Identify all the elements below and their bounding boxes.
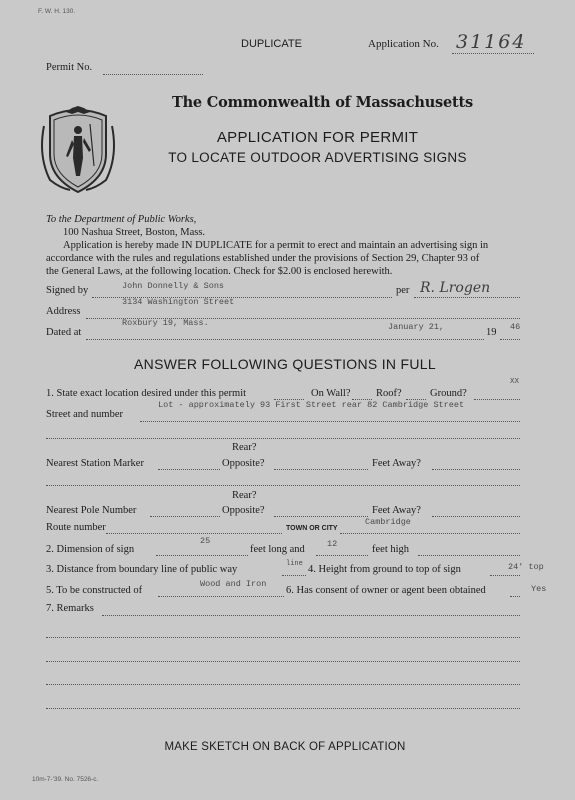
- q1-label: 1. State exact location desired under this permit: [46, 388, 247, 399]
- q6-line: [510, 596, 520, 597]
- form-code: F. W. H. 130.: [38, 8, 76, 15]
- application-no-line: [452, 53, 534, 54]
- town-or-city-label: TOWN OR CITY: [286, 525, 338, 532]
- q7-label: 7. Remarks: [46, 603, 94, 614]
- pole-label: Nearest Pole Number: [46, 505, 137, 516]
- q1-ground-value: XX: [510, 378, 520, 386]
- q2-long-value: 25: [200, 536, 211, 546]
- q1-dots-d: [474, 399, 520, 400]
- commonwealth-title: The Commonwealth of Massachusetts: [172, 94, 474, 111]
- street-number-label: Street and number: [46, 409, 123, 420]
- street-number-value: Lot - approximately 93 First Street rear 82 Cambridge Street: [158, 400, 465, 410]
- town-line: [340, 533, 520, 534]
- q6-label: 6. Has consent of owner or agent been obtained: [286, 585, 486, 596]
- q4-label: 4. Height from ground to top of sign: [308, 564, 461, 575]
- date-value: January 21,: [388, 322, 445, 332]
- massachusetts-seal-icon: [36, 106, 120, 194]
- address-label: Address: [46, 306, 81, 317]
- year-value: 46: [510, 322, 521, 332]
- title-line1: APPLICATION FOR PERMIT: [216, 129, 419, 146]
- application-para-line3: the General Laws, at the following location. Check for $2.00 is enclosed herewith.: [46, 266, 393, 277]
- department-street: 100 Nashua Street, Boston, Mass.: [63, 227, 206, 238]
- q4-line: [490, 575, 520, 576]
- town-value: Cambridge: [365, 517, 411, 527]
- q2-high-label: feet high: [372, 544, 410, 555]
- blank-line-1: [46, 438, 520, 439]
- year-prefix: 19: [486, 327, 497, 338]
- route-line: [106, 533, 282, 534]
- route-label: Route number: [46, 522, 106, 533]
- signed-by-label: Signed by: [46, 285, 89, 296]
- print-code: 10m-7-'39. No. 7526-c.: [32, 776, 99, 783]
- remarks-line-3: [46, 661, 520, 662]
- pole-opposite: Opposite?: [222, 505, 265, 516]
- station-feet-line: [432, 469, 520, 470]
- q2-high-value: 12: [327, 539, 338, 549]
- application-para-line2: accordance with the rules and regulations established under the provisions of Section 29, Chapter 93 of: [46, 253, 480, 264]
- street-number-line: [140, 421, 520, 422]
- questions-heading: ANSWER FOLLOWING QUESTIONS IN FULL: [134, 356, 436, 372]
- q2-label: 2. Dimension of sign: [46, 544, 135, 555]
- pole-feet-line: [432, 516, 520, 517]
- application-no-value: 31164: [456, 31, 527, 53]
- q5-value: Wood and Iron: [200, 579, 267, 589]
- duplicate-label: DUPLICATE: [241, 38, 302, 50]
- q1-roof: Roof?: [376, 388, 402, 399]
- sketch-instruction: MAKE SKETCH ON BACK OF APPLICATION: [164, 741, 406, 753]
- to-department: To the Department of Public Works,: [46, 214, 197, 225]
- permit-no-label: Permit No.: [46, 62, 93, 73]
- q5-line: [158, 596, 284, 597]
- station-rear: Rear?: [232, 442, 257, 453]
- pole-opposite-line: [274, 516, 368, 517]
- q2-high-line: [316, 555, 368, 556]
- station-opposite-line: [274, 469, 368, 470]
- year-line: [500, 339, 520, 340]
- station-opposite: Opposite?: [222, 458, 265, 469]
- remarks-line-4: [46, 684, 520, 685]
- station-line: [158, 469, 220, 470]
- signed-by-value: John Donnelly & Sons: [122, 281, 225, 291]
- dated-at-label: Dated at: [46, 327, 82, 338]
- q2-long-label: feet long and: [250, 544, 305, 555]
- title-line2: TO LOCATE OUTDOOR ADVERTISING SIGNS: [168, 150, 467, 165]
- application-no-label: Application No.: [368, 38, 439, 50]
- q4-value: 24' top: [508, 562, 544, 572]
- dated-at-value: Roxbury 19, Mass.: [122, 318, 209, 328]
- pole-feet-away: Feet Away?: [372, 505, 421, 516]
- dated-at-line: [86, 339, 484, 340]
- per-line: [414, 297, 520, 298]
- per-label: per: [396, 285, 410, 296]
- q3-line: [282, 575, 306, 576]
- remarks-line-1: [102, 615, 520, 616]
- q2-long-line: [156, 555, 248, 556]
- q1-on-wall: On Wall?: [311, 388, 351, 399]
- station-feet-away: Feet Away?: [372, 458, 421, 469]
- remarks-line-5: [46, 708, 520, 709]
- blank-line-2: [46, 485, 520, 486]
- q6-value: Yes: [531, 584, 547, 594]
- q5-label: 5. To be constructed of: [46, 585, 143, 596]
- q1-ground: Ground?: [430, 388, 467, 399]
- q2-trailing-line: [418, 555, 520, 556]
- per-signature: R. Lrogen: [420, 280, 491, 296]
- remarks-line-2: [46, 637, 520, 638]
- q3-value: line: [286, 560, 303, 568]
- application-para-line1: Application is hereby made IN DUPLICATE for a permit to erect and maintain an advertising sign in: [63, 240, 489, 251]
- pole-rear: Rear?: [232, 490, 257, 501]
- permit-no-line: [103, 74, 203, 75]
- q3-label: 3. Distance from boundary line of public way: [46, 564, 238, 575]
- station-label: Nearest Station Marker: [46, 458, 144, 469]
- pole-line: [150, 516, 220, 517]
- address-value: 3134 Washington Street: [122, 297, 235, 307]
